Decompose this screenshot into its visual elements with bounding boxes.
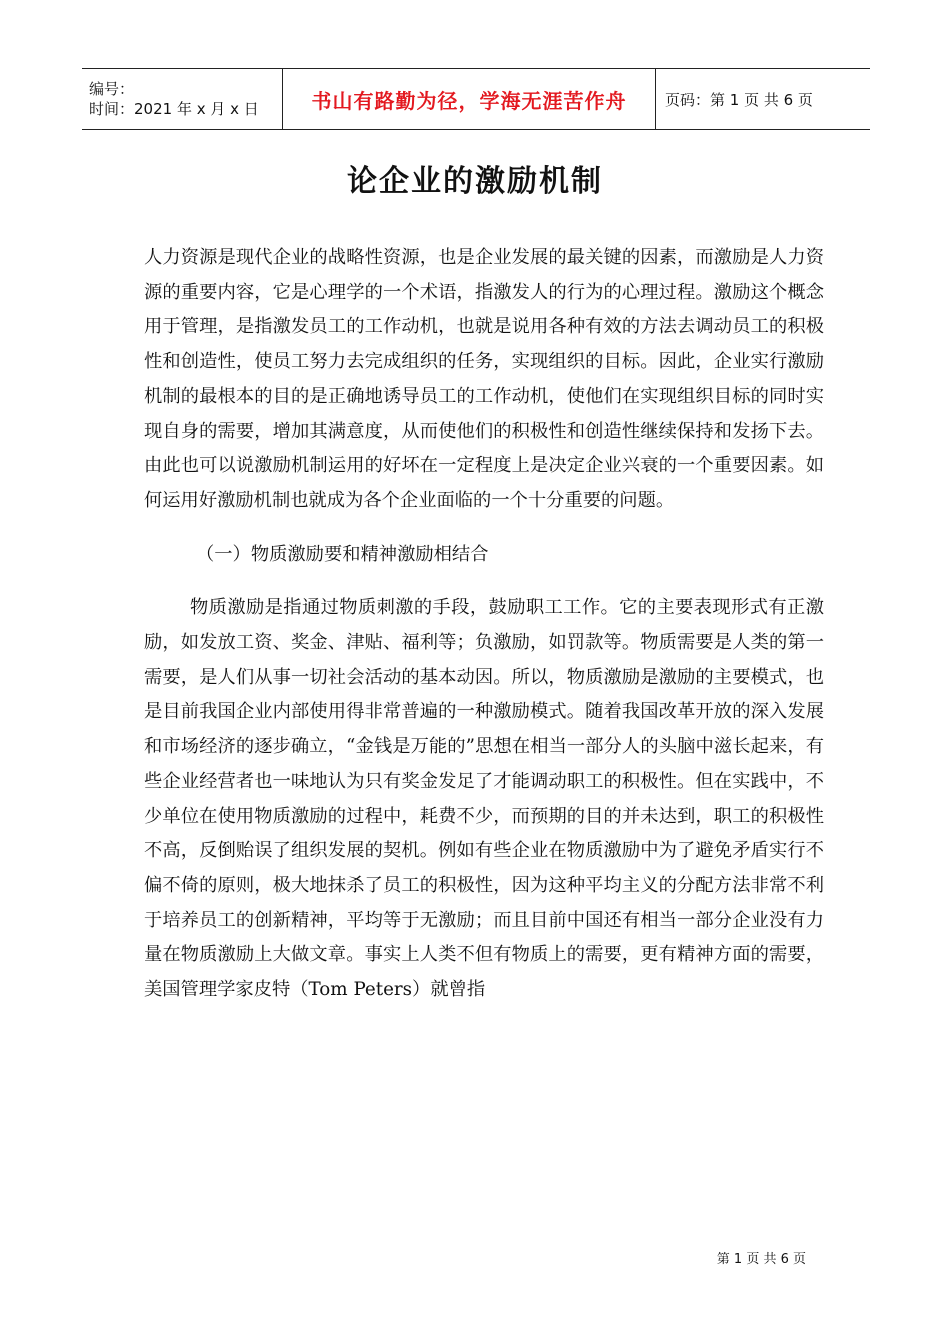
header-table — [82, 68, 870, 130]
paragraph-intro: 人力资源是现代企业的战略性资源，也是企业发展的最关键的因素，而激励是人力资源的重要内容，它是心理学的一个术语，指激发人的行为的心理过程。激励这个概念用于管理，是指激发员工的工作动机，也就是说用各种有效的方法去调动员工的积极性和创造性，使员工努力去完成组织的任务，实现组织的目标。因此，企业实行激励机制的最根本的目的是正确地诱导员工的工作动机，使他们在实现组织目标的同时实现自身的需要，增加其满意度，从而使他们的积极性和创造性继续保持和发扬下去。由此也可以说激励机制运用的好坏在一定程度上是决定企业兴衰的一个重要因素。如何运用好激励机制也就成为各个企业面临的一个十分重要的问题。 — [144, 247, 824, 511]
section-heading: （一）物质激励要和精神激励相结合 — [196, 543, 489, 565]
header-page-info: 页码：第 1 页 共 6 页 — [665, 90, 813, 109]
document-number-label: 编号： — [89, 80, 135, 98]
document-body — [144, 241, 824, 1008]
header-left-cell — [82, 69, 283, 129]
document-title: 论企业的激励机制 — [347, 164, 603, 199]
document-time-label: 时间：2021 年 x 月 x 日 — [89, 100, 259, 118]
paragraph-material-incentive: 物质激励是指通过物质刺激的手段，鼓励职工工作。它的主要表现形式有正激励，如发放工资、奖金、津贴、福利等；负激励，如罚款等。物质需要是人类的第一需要，是人们从事一切社会活动的基本动因。所以，物质激励是激励的主要模式，也是目前我国企业内部使用得非常普遍的一种激励模式。随着我国改革开放的深入发展和市场经济的逐步确立，“金钱是万能的”思想在相当一部分人的头脑中滋长起来，有些企业经营者也一味地认为只有奖金发足了才能调动职工的积极性。但在实践中，不少单位在使用物质激励的过程中，耗费不少，而预期的目的并未达到，职工的积极性不高，反倒贻误了组织发展的契机。例如有些企业在物质激励中为了避免矛盾实行不偏不倚的原则，极大地抹杀了员工的积极性，因为这种平均主义的分配方法非常不利于培养员工的创新精神，平均等于无激励；而且目前中国还有相当一部分企业没有力量在物质激励上大做文章。事实上人类不但有物质上的需要，更有精神方面的需要，美国管理学家皮特（Tom Peters）就曾指 — [144, 597, 824, 1001]
footer-page-info: 第 1 页 共 6 页 — [716, 1252, 806, 1267]
header-motto-cell — [283, 69, 656, 129]
header-page-cell — [656, 69, 870, 129]
header-motto: 书山有路勤为径，学海无涯苦作舟 — [311, 88, 627, 113]
